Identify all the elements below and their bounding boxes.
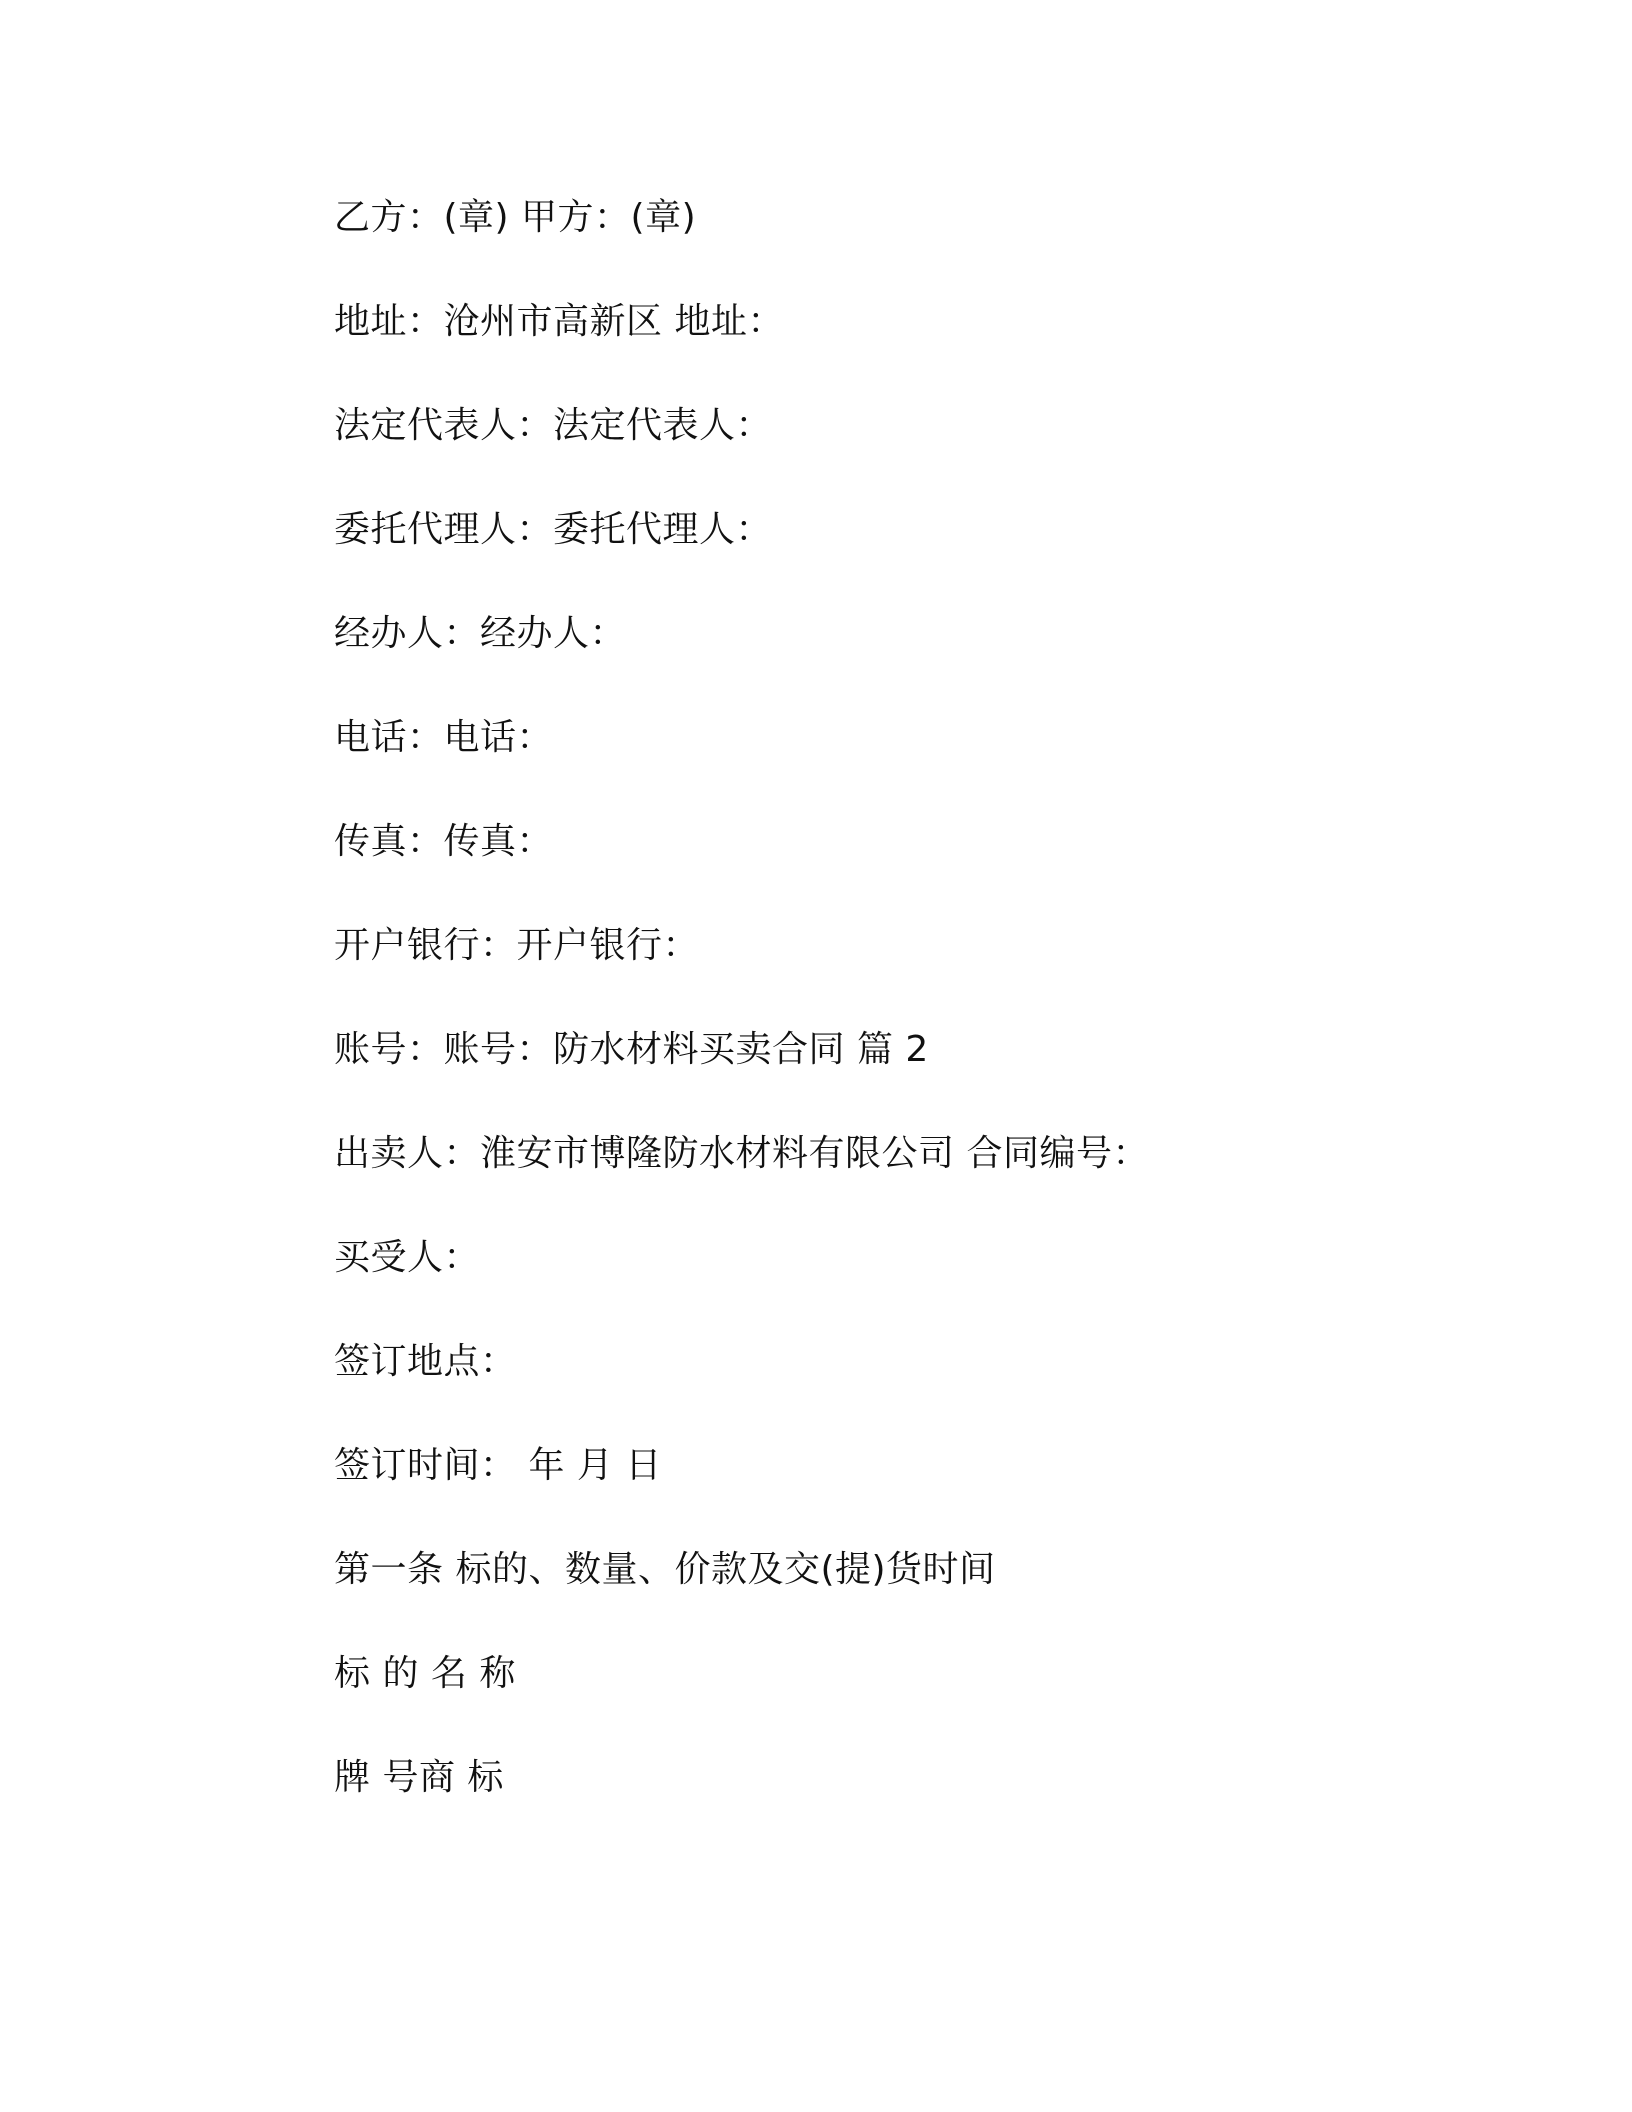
bank-line: 开户银行：开户银行： [334, 925, 700, 966]
party-seal-line: 乙方：(章) 甲方：(章) [334, 197, 697, 238]
brand-trademark-line: 牌 号商 标 [334, 1757, 504, 1798]
seller-contract-number-line: 出卖人：淮安市博隆防水材料有限公司 合同编号： [334, 1133, 1149, 1174]
subject-name-line: 标 的 名 称 [334, 1653, 516, 1694]
handler-line: 经办人：经办人： [334, 613, 627, 654]
account-contract-title-line: 账号：账号：防水材料买卖合同 篇 2 [334, 1029, 929, 1070]
document-body [334, 190, 1534, 1854]
signing-time-line: 签订时间： 年 月 日 [334, 1445, 662, 1486]
signing-place-line: 签订地点： [334, 1341, 517, 1382]
fax-line: 传真：传真： [334, 821, 554, 862]
article-one-line: 第一条 标的、数量、价款及交(提)货时间 [334, 1549, 996, 1590]
phone-line: 电话：电话： [334, 717, 554, 758]
legal-representative-line: 法定代表人：法定代表人： [334, 405, 773, 446]
address-line: 地址：沧州市高新区 地址： [334, 301, 784, 342]
buyer-line: 买受人： [334, 1237, 481, 1278]
authorized-agent-line: 委托代理人：委托代理人： [334, 509, 773, 550]
